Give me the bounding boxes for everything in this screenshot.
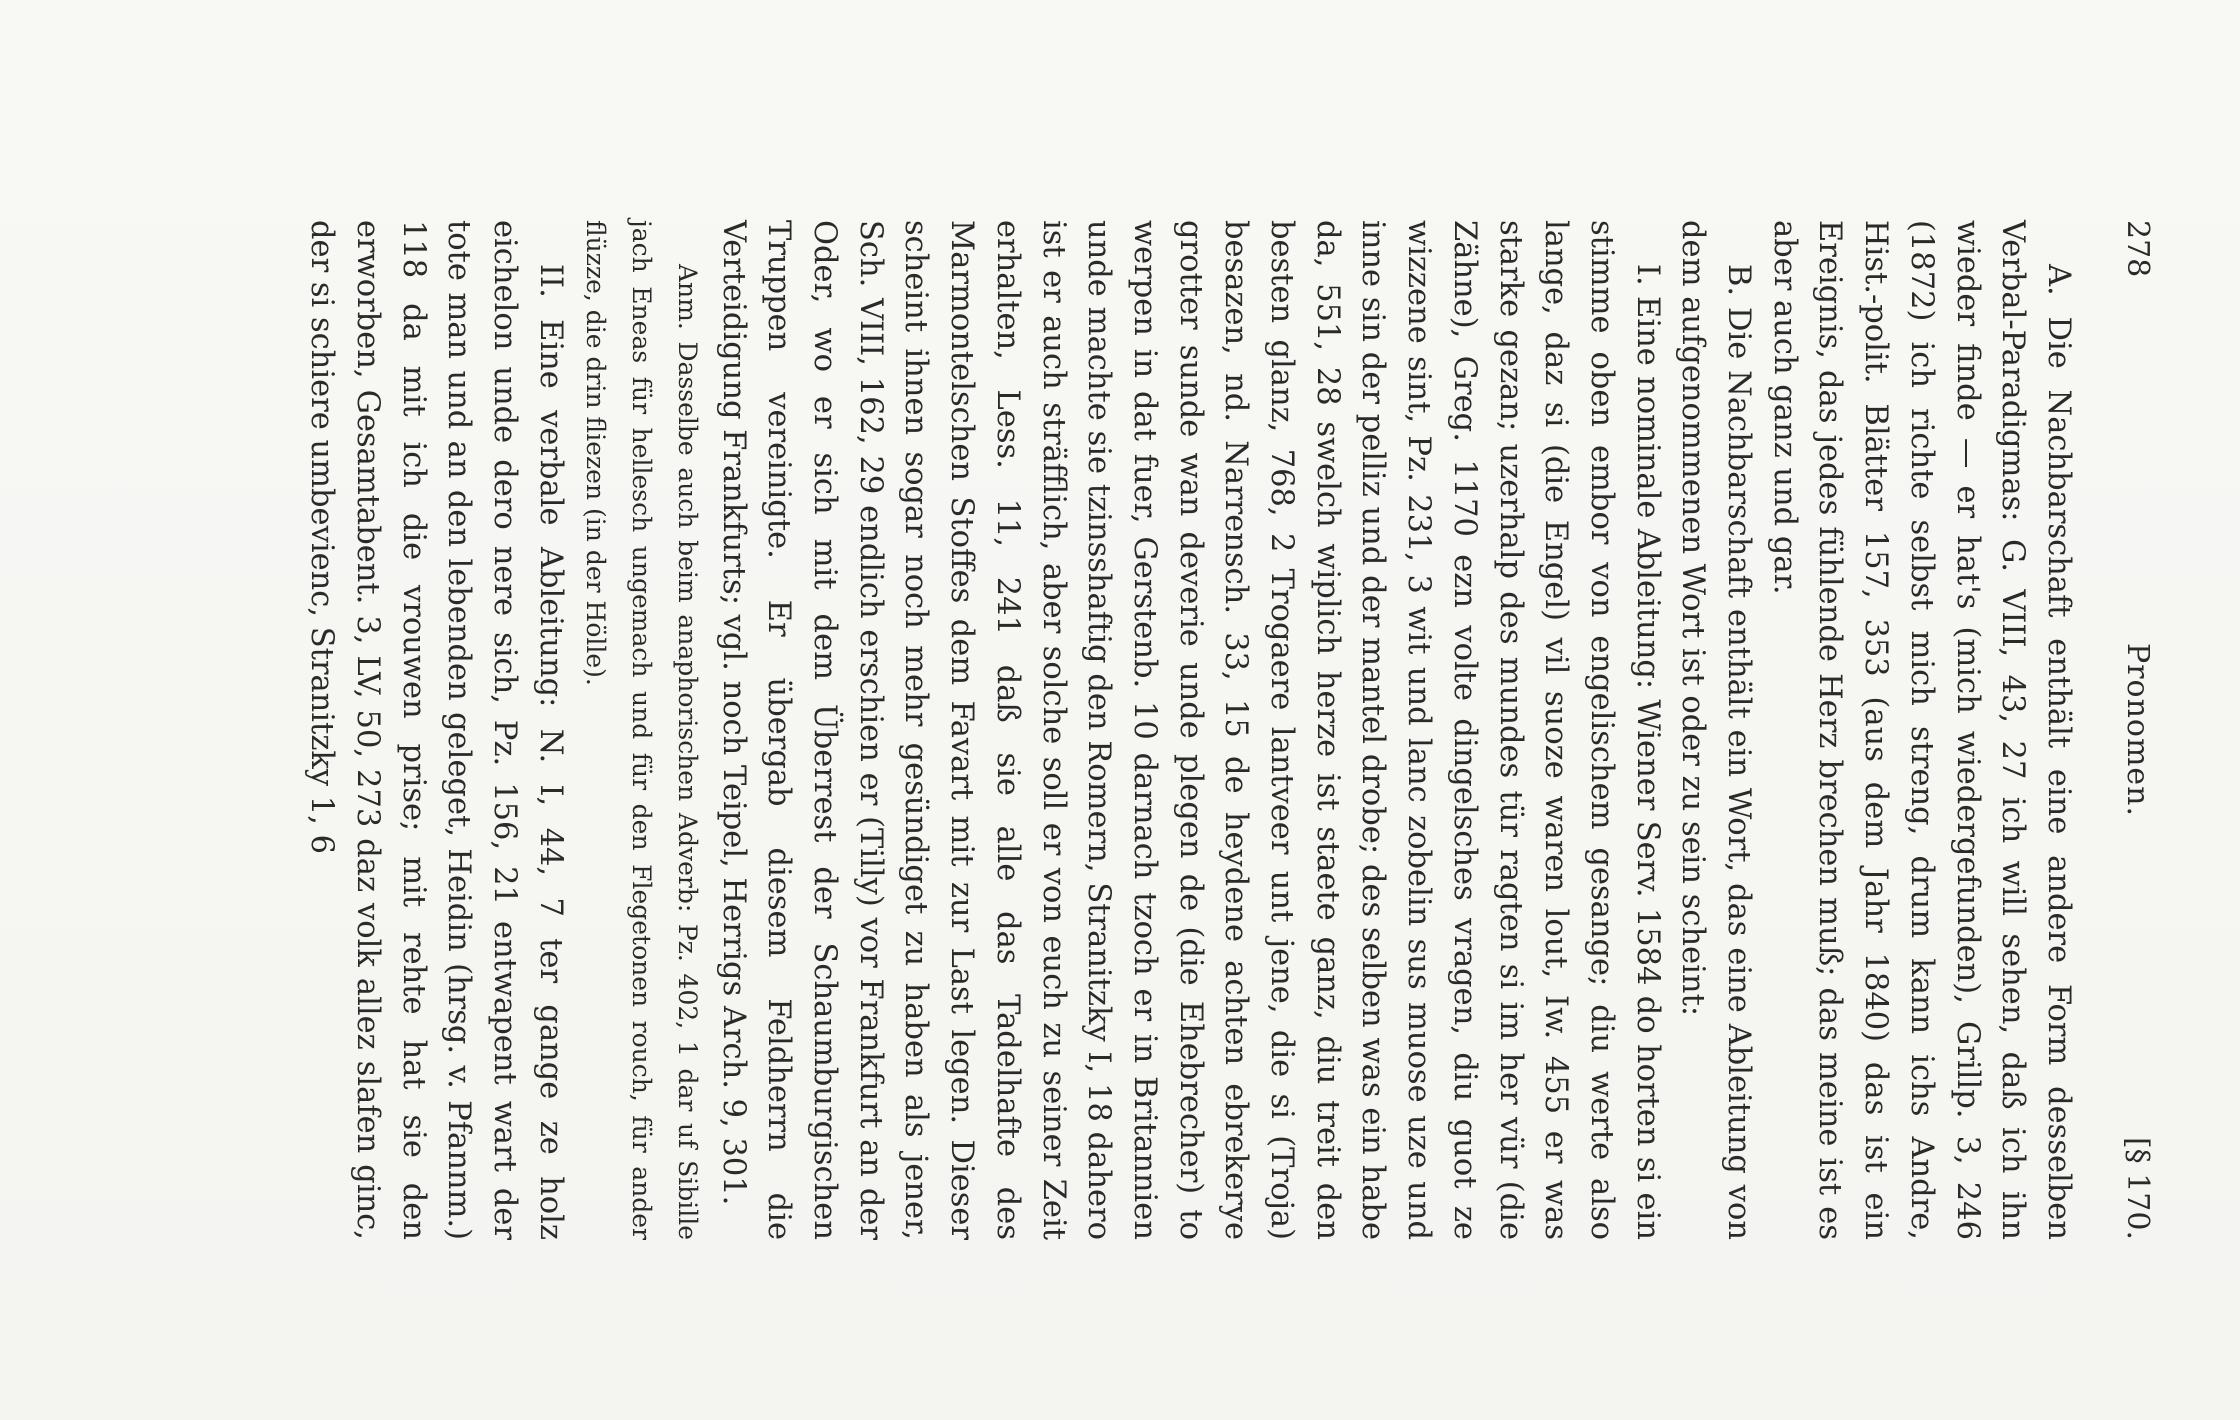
paragraph-a: A. Die Nachbarschaft enthält eine andere Form desselben Verbal-Paradigmas: G. VIII, 43, 27 ich will sehen, daß ich ihn wieder finde — er hat's (mich wiedergefunden), Grillp. 3, 246 (1872) ich richte selbst mich streng, drum kann ichs Andre, Hist.-polit. Blätter 157, 353 (aus dem Jahr 1840) das ist ein Ereignis, das jedes fühlende Herz brechen muß; das meine ist es aber auch ganz und gar. (1766, 220, 2076, 1240)
paragraph-verbal-derivation: II. Eine verbale Ableitung: N. I, 44, 7 ter gange ze holz eichelon unde dero nere sich, Pz. 156, 21 entwapent wart der tote man und an den lebenden geleget, Heidin (hrsg. v. Pfannm.) 118 da mit ich die vrouwen prise; mit rehte hat sie den erworben, Gesamtabent. 3, LV, 50, 273 daz volk allez slafen ginc, der si schiere umbevienc, Stranitzky 1, 6 (304, 220, 568, 1240)
paragraph-nominal-derivation: I. Eine nominale Ableitung: Wiener Serv. 1584 do horten si ein stimme oben embor von engelischem gesange; diu werte also lange, daz si (die Engel) vil suoze waren lout, Iw. 455 er was starke gezan; uzerhalp des mundes tür ragten si im her vür (die Zähne), Greg. 1170 ezn volte dingelsches vragen, diu guot ze wizzene sint, Pz. 231, 3 wit und lanc zobelin sus muose uze und inne sin der pelliz und der mantel drobe; des selben was ein habe da, 551, 28 swelch wiplich herze ist staete ganz, diu treit den besten glanz, 768, 2 Trogaere lantveer unt jene, die si (Troja) besazen, nd. Narrensch. 33, 15 de heydene achten ebrekerye grotter sunde wan deverie unde plegen de (die Ehebrecher) to werpen in dat fuer, Gerstenb. 10 darnach tzoch er in Britannien unde machte sie tzinsshaftig den Romern, Stranitzky I, 18 dahero ist er auch sträfflich, aber solche soll er von euch zu seiner Zeit erhalten, Less. 11, 241 daß sie alle das Tadelhafte des Marmontelschen Stoffes dem Favart mit zur Last legen. Dieser scheint ihnen sogar noch mehr gesündiget zu haben als jener, Sch. VIII, 162, 29 endlich erschien er (Tilly) vor Frankfurt an der Oder, wo er sich mit dem Überrest der Schaumburgischen Truppen vereinigte. Er übergab diesem Feldherrn die Verteidigung Frankfurts; vgl. noch Teipel, Herrigs Arch. 9, 301. (715, 220, 1665, 1240)
section-marker: [§ 170. (2120, 1136, 2155, 1240)
paragraph-b: B. Die Nachbarschaft enthält ein Wort, das eine Ableitung von dem aufgenommenen Wort ist oder zu sein scheint: (1675, 220, 1757, 1240)
page-number: 278 (2120, 220, 2155, 278)
text-block (299, 220, 2155, 1240)
page-header (2095, 220, 2155, 1240)
annotation-note: Anm. Dasselbe auch beim anaphorischen Adverb: Pz. 402, 1 dar uf Sibille jach Eneas für hellesch ungemach und für den Flegetonen rouch, für ander flüzze, die drin fliezen (in der Hölle). (581, 220, 702, 1240)
running-title: Pronomen. (2120, 642, 2155, 818)
